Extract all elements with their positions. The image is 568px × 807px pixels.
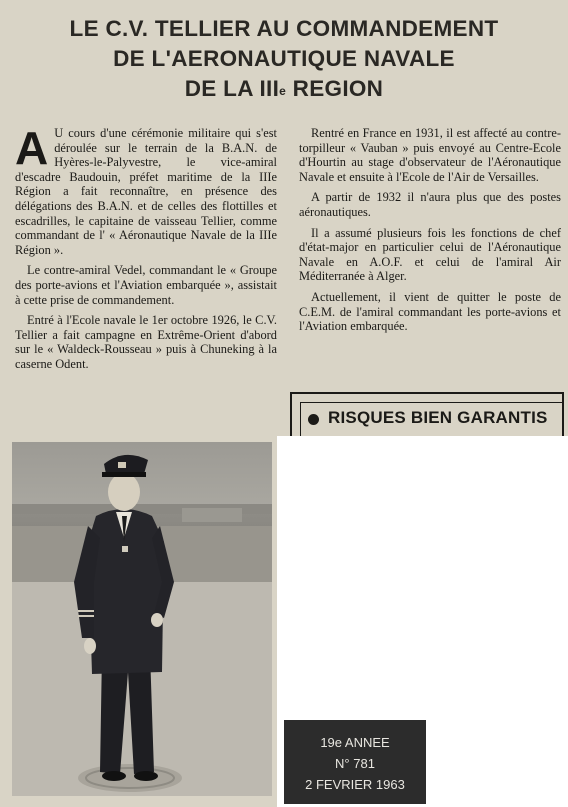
edition-number: N° 781 [335, 756, 375, 771]
headline-line-2: DE L'AERONAUTIQUE NAVALE [113, 46, 455, 71]
headline-line-3-end: REGION [286, 76, 384, 101]
drop-cap: A [15, 122, 49, 174]
article-paragraph-4: Rentré en France en 1931, il est affecté au contre-torpilleur « Vauban » puis envoyé au Centre-Ecole d'Hourtin au stage d'observateur de l'Aéronautique Navale et ensuite à l'Ecole de l'Air de Versailles. [299, 126, 561, 184]
headline-superscript: e [279, 84, 287, 98]
article-paragraph-5: A partir de 1932 il n'aura plus que des postes aéronautiques. [299, 190, 561, 219]
article-paragraph-6: Il a assumé plusieurs fois les fonctions de chef d'état-major en particulier celui de l'Aéronautique Navale en A.O.F. et celui de l'amiral Air Méditerranée à Alger. [299, 225, 561, 284]
advertisement-box [290, 392, 564, 438]
article-paragraph-1 [15, 122, 277, 257]
article-column-right [299, 126, 561, 340]
edition-date: 2 FEVRIER 1963 [305, 777, 405, 792]
article-paragraph-2: Le contre-amiral Vedel, commandant le « Groupe des porte-avions et l'Aviation embarquée », assistait à cette prise de commandement. [15, 263, 277, 307]
article-column-left [15, 122, 277, 378]
headline [20, 14, 548, 104]
headline-line-3-start: DE LA III [184, 76, 280, 101]
article-paragraph-3: Entré à l'Ecole navale le 1er octobre 1926, le C.V. Tellier a fait campagne en Extrême-Orient d'abord sur le « Waldeck-Rousseau » puis à Chuneking à la caserne Odent. [15, 313, 277, 371]
officer-illustration [12, 442, 272, 796]
article-paragraph-1-text: U cours d'une cérémonie militaire qui s'est déroulée sur le terrain de la B.A.N. de Hyères-le-Palyvestre, le vice-amiral d'escadre Baudouin, préfet maritime de la IIIe Région a fait reconnaître, en présence des délégations des B.A.N. et de celles des flottilles et escadrilles, le capitaine de vaisseau Tellier, comme commandant de l' « Aéronautique Navale de la IIIe Région ». [15, 126, 277, 257]
edition-year: 19e ANNEE [320, 735, 390, 750]
edition-box [284, 720, 426, 804]
article-paragraph-7: Actuellement, il vient de quitter le poste de C.E.M. de l'amiral commandant les porte-avions et l'Aviation embarquée. [299, 289, 561, 334]
advertisement-title: RISQUES BIEN GARANTIS [328, 408, 548, 427]
headline-line-1: LE C.V. TELLIER AU COMMANDEMENT [69, 16, 499, 41]
officer-photo [12, 442, 272, 796]
headline-line-3 [20, 74, 548, 104]
bullet-icon [308, 414, 319, 425]
